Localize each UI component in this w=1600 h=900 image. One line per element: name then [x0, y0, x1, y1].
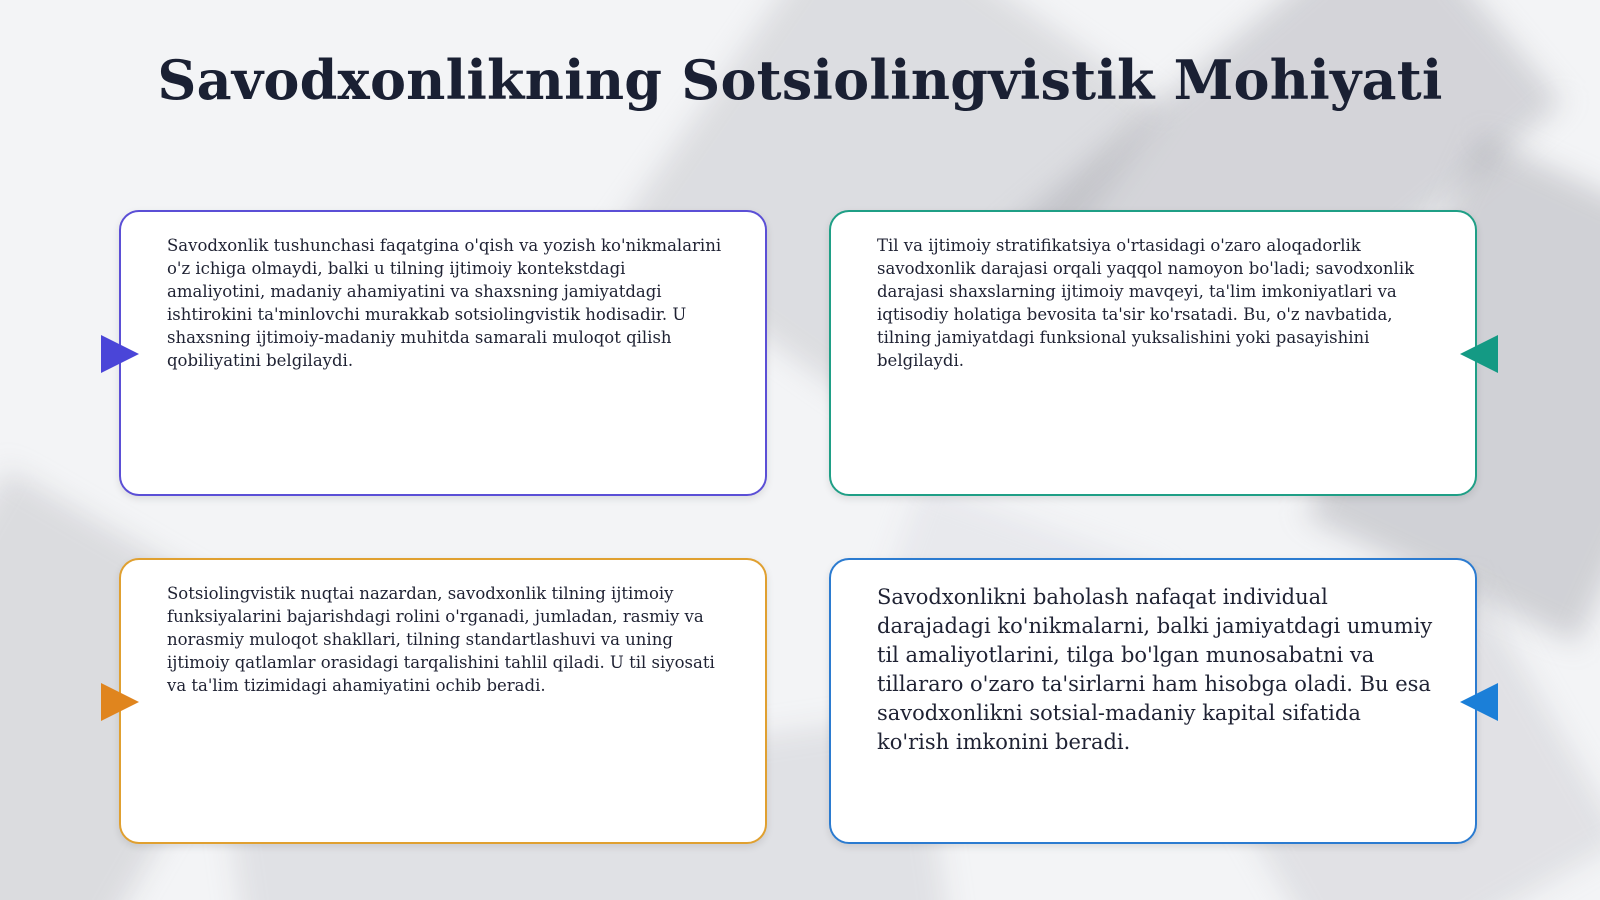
content-card-3 [119, 558, 767, 844]
triangle-right-icon [101, 335, 139, 373]
card-2-text: Til va ijtimoiy stratifikatsiya o'rtasidagi o'zaro aloqadorlik savodxonlik darajasi orqali yaqqol namoyon bo'ladi; savodxonlik darajasi shaxslarning ijtimoiy mavqeyi, ta'lim imkoniyatlari va iqtisodiy holatiga bevosita ta'sir ko'rsatadi. Bu, o'z navbatida, tilning jamiyatdagi funksional yuksalishini yoki pasayishini belgilaydi. [877, 236, 1415, 370]
card-3-text: Sotsiolingvistik nuqtai nazardan, savodxonlik tilning ijtimoiy funksiyalarini bajarishdagi rolini o'rganadi, jumladan, rasmiy va norasmiy muloqot shakllari, tilning standartlashuvi va uning ijtimoiy qatlamlar orasidagi tarqalishini tahlil qiladi. U til siyosati va ta'lim tizimidagi ahamiyatini ochib beradi. [167, 584, 715, 695]
content-card-1 [119, 210, 767, 496]
page-title: Savodxonlikning Sotsiolingvistik Mohiyati [157, 48, 1443, 112]
triangle-right-icon [101, 683, 139, 721]
content-card-4 [829, 558, 1477, 844]
triangle-left-icon [1460, 683, 1498, 721]
triangle-left-icon [1460, 335, 1498, 373]
card-4-text: Savodxonlikni baholash nafaqat individual darajadagi ko'nikmalarni, balki jamiyatdagi umumiy til amaliyotlarini, tilga bo'lgan munosabatni va tillararo o'zaro ta'sirlarni ham hisobga oladi. Bu esa savodxonlikni sotsial-madaniy kapital sifatida ko'rish imkonini beradi. [877, 585, 1433, 754]
card-1-text: Savodxonlik tushunchasi faqatgina o'qish va yozish ko'nikmalarini o'z ichiga olmaydi, balki u tilning ijtimoiy kontekstdagi amaliyotini, madaniy ahamiyatini va shaxsning jamiyatdagi ishtirokini ta'minlovchi murakkab sotsiolingvistik hodisadir. U shaxsning ijtimoiy-madaniy muhitda samarali muloqot qilish qobiliyatini belgilaydi. [167, 236, 722, 370]
content-card-2 [829, 210, 1477, 496]
